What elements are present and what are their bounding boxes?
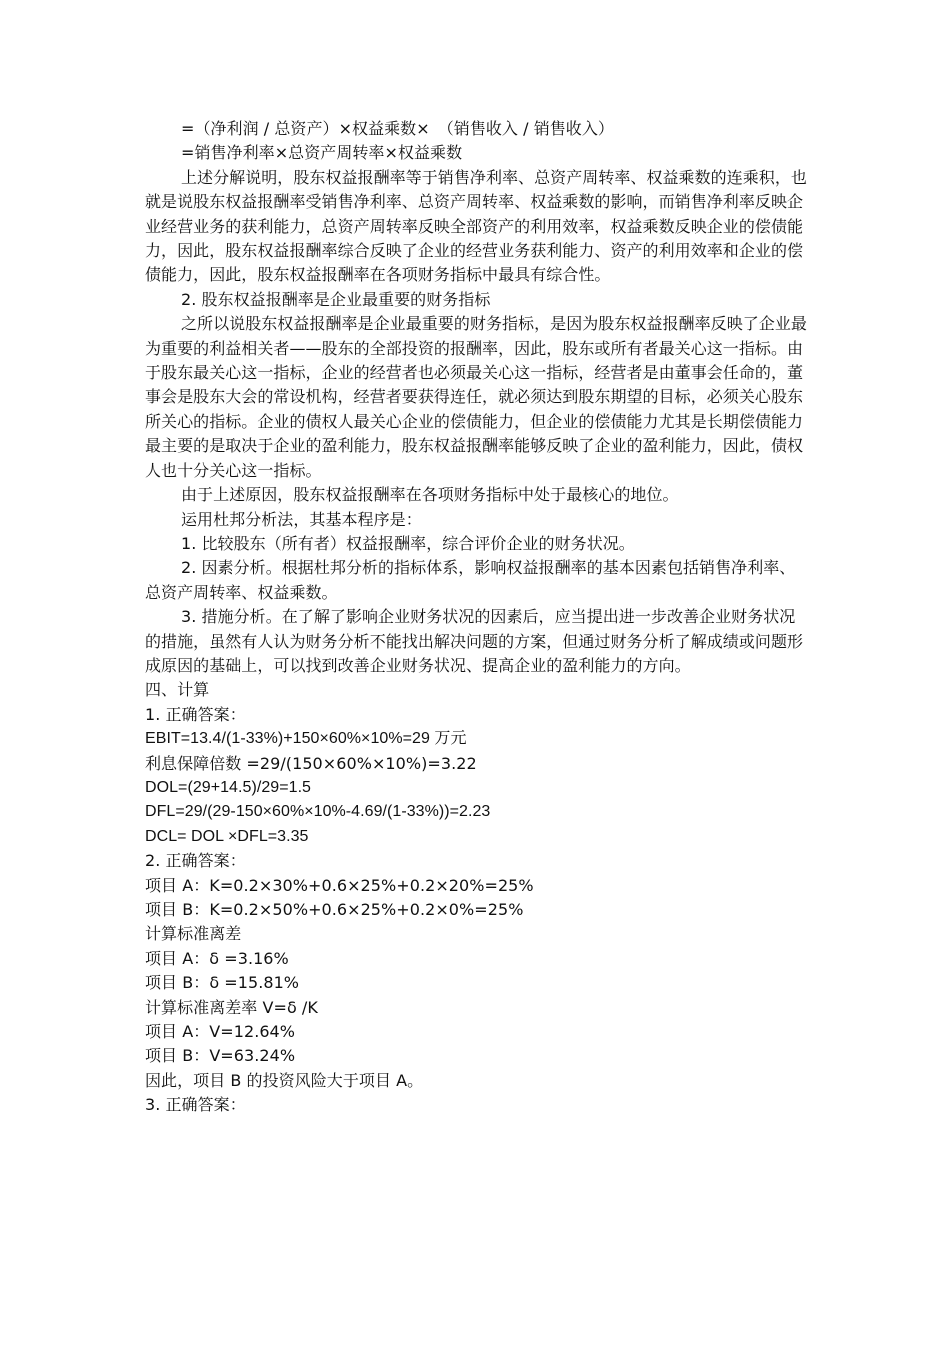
procedure-step-2: 2. 因素分析。根据杜邦分析的指标体系，影响权益报酬率的基本因素包括销售净利率、总资产周转率、权益乘数。 xyxy=(145,558,796,602)
answer-3-heading: 3. 正确答案： xyxy=(145,1095,246,1115)
std-dev-heading: 计算标准离差 xyxy=(145,924,242,944)
calculation-heading: 四、计算 xyxy=(145,680,210,700)
formula-line-1: =（净利润 / 总资产）×权益乘数× （销售收入 / 销售收入） xyxy=(181,119,614,138)
project-a-cv: 项目 A：V=12.64% xyxy=(145,1022,296,1042)
project-b-expected-return: 项目 B：K=0.2×50%+0.6×25%+0.2×0%=25% xyxy=(145,900,524,919)
core-position-paragraph: 由于上述原因，股东权益报酬率在各项财务指标中处于最核心的地位。 xyxy=(181,485,679,505)
dcl-line: DCL= DOL ×DFL=3.35 xyxy=(145,827,309,845)
answer-2-heading: 2. 正确答案： xyxy=(145,851,246,871)
formula-line-2: =销售净利率×总资产周转率×权益乘数 xyxy=(181,143,463,163)
ebit-line: EBIT=13.4/(1-33%)+150×60%×10%=29 万元 xyxy=(145,730,467,748)
risk-conclusion: 因此，项目 B 的投资风险大于项目 A。 xyxy=(145,1070,424,1090)
section-heading-roe-important: 2. 股东权益报酬率是企业最重要的财务指标 xyxy=(181,289,491,309)
document-body xyxy=(145,117,810,1118)
project-b-std-dev: 项目 B：δ =15.81% xyxy=(145,973,300,993)
procedure-step-3: 3. 措施分析。在了解了影响企业财务状况的因素后，应当提出进一步改善企业财务状况的措施，虽然有人认为财务分析不能找出解决问题的方案，但通过财务分析了解成绩或问题形成原因的基础上，可以找到改善企业财务状况、提高企业的盈利能力的方向。 xyxy=(145,607,804,675)
cv-heading: 计算标准离差率 V=δ /K xyxy=(145,997,318,1017)
project-b-cv: 项目 B：V=63.24% xyxy=(145,1046,296,1066)
project-a-std-dev: 项目 A：δ =3.16% xyxy=(145,948,289,968)
dupont-procedure-intro: 运用杜邦分析法，其基本程序是： xyxy=(181,509,422,529)
roe-importance-paragraph: 之所以说股东权益报酬率是企业最重要的财务指标，是因为股东权益报酬率反映了企业最为重要的利益相关者——股东的全部投资的报酬率，因此，股东或所有者最关心这一指标。由于股东最关心这一指标，企业的经营者也必须最关心这一指标，经营者是由董事会任命的，董事会是股东大会的常设机构，经营者要获得连任，就必须达到股东期望的目标，必须关心股东所关心的指标。企业的债权人最关心企业的偿债能力，但企业的偿债能力尤其是长期偿债能力最主要的是取决于企业的盈利能力，股东权益报酬率能够反映了企业的盈利能力，因此，债权人也十分关心这一指标。 xyxy=(145,314,807,480)
dol-line: DOL=(29+14.5)/29=1.5 xyxy=(145,778,312,796)
decomposition-paragraph: 上述分解说明，股东权益报酬率等于销售净利率、总资产周转率、权益乘数的连乘积，也就是说股东权益报酬率受销售净利率、总资产周转率、权益乘数的影响，而销售净利率反映企业经营业务的获利能力，总资产周转率反映全部资产的利用效率，权益乘数反映企业的偿债能力，因此，股东权益报酬率综合反映了企业的经营业务获利能力、资产的利用效率和企业的偿债能力，因此，股东权益报酬率在各项财务指标中最具有综合性。 xyxy=(145,167,807,285)
procedure-step-1: 1. 比较股东（所有者）权益报酬率，综合评价企业的财务状况。 xyxy=(181,533,635,553)
dfl-line: DFL=29/(29-150×60%×10%-4.69/(1-33%))=2.23 xyxy=(145,803,491,821)
project-a-expected-return: 项目 A：K=0.2×30%+0.6×25%+0.2×20%=25% xyxy=(145,875,534,895)
interest-coverage-line: 利息保障倍数 =29/(150×60%×10%)=3.22 xyxy=(145,753,477,773)
answer-1-heading: 1. 正确答案： xyxy=(145,704,246,724)
